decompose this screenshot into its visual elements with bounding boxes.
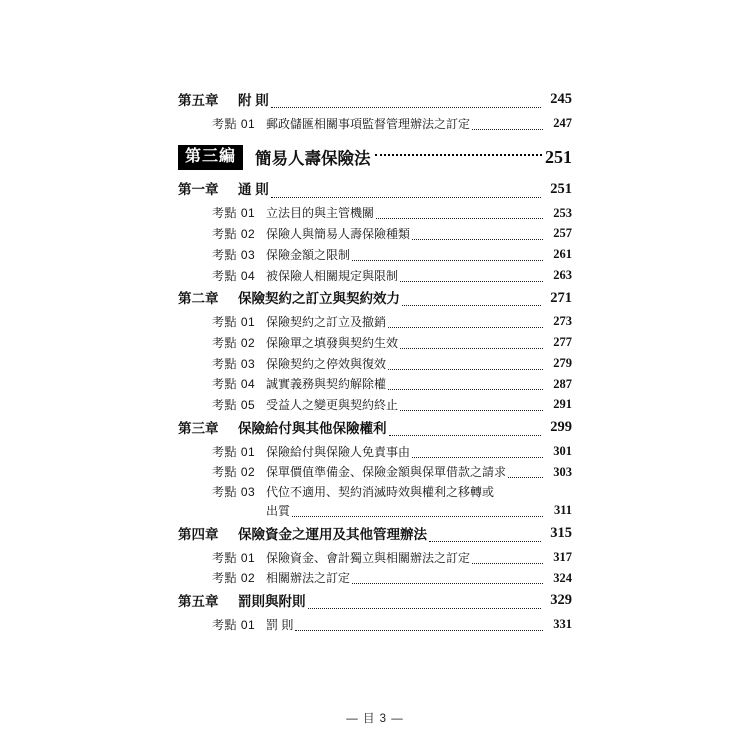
toc-point-row[interactable] xyxy=(178,114,572,133)
toc-point-title: 立法目的與主管機關 xyxy=(266,206,375,221)
toc-leader-dots xyxy=(472,563,543,564)
toc-point-label: 考點 01 xyxy=(212,444,256,459)
toc-page-number: 245 xyxy=(550,91,572,107)
toc-leader-dots xyxy=(292,516,543,517)
toc-leader-dots xyxy=(271,197,541,198)
toc-point-label: 考點 01 xyxy=(212,116,256,131)
toc-leader-dots xyxy=(400,281,543,282)
toc-leader-dots xyxy=(400,410,543,411)
toc-leader-dots xyxy=(388,327,543,328)
toc-chapter-row[interactable] xyxy=(178,89,572,111)
toc-point-row[interactable] xyxy=(178,333,572,352)
toc-leader-dots xyxy=(308,608,542,609)
toc-chapter-label: 第五章 xyxy=(178,92,219,108)
toc-leader-dots xyxy=(402,305,541,306)
toc-point-label: 考點 03 xyxy=(212,247,256,262)
toc-leader-dots xyxy=(375,154,542,156)
toc-chapter-title: 保險給付與其他保險權利 xyxy=(238,420,387,436)
toc-chapter-row[interactable] xyxy=(178,179,572,201)
toc-leader-dots xyxy=(412,239,543,240)
toc-page-number: 329 xyxy=(550,592,572,609)
toc-point-label: 考點 01 xyxy=(212,315,256,330)
toc-point-title: 代位不適用、契約消滅時效與權利之移轉或 xyxy=(266,485,495,500)
toc-leader-dots xyxy=(295,630,543,631)
table-of-contents xyxy=(178,89,572,634)
toc-point-title-continued: 出質 xyxy=(266,504,291,519)
toc-chapter-label: 第二章 xyxy=(178,291,219,307)
toc-point-label: 考點 03 xyxy=(212,485,256,500)
toc-page-number: 301 xyxy=(553,443,572,458)
toc-point-label: 考點 05 xyxy=(212,398,256,413)
toc-point-title: 相關辦法之訂定 xyxy=(266,571,351,586)
toc-part-title: 簡易人壽保險法 xyxy=(255,150,371,169)
toc-leader-dots xyxy=(352,260,543,261)
toc-leader-dots xyxy=(388,369,543,370)
toc-point-title: 保險資金、會計獨立與相關辦法之訂定 xyxy=(266,550,471,565)
toc-leader-dots xyxy=(376,218,543,219)
toc-page-number: 273 xyxy=(553,314,572,329)
toc-chapter-row[interactable] xyxy=(178,523,572,545)
toc-point-row[interactable] xyxy=(178,354,572,373)
toc-part-banner[interactable] xyxy=(178,145,572,170)
toc-chapter-row[interactable] xyxy=(178,288,572,310)
toc-page-number: 317 xyxy=(553,549,572,564)
toc-page-number: 331 xyxy=(553,617,572,632)
toc-chapter-row[interactable] xyxy=(178,417,572,439)
toc-part-label: 第三編 xyxy=(178,145,243,170)
toc-page-number: 324 xyxy=(553,570,572,585)
toc-point-label: 考點 04 xyxy=(212,268,256,283)
toc-point-title: 保險契約之訂立及撤銷 xyxy=(266,315,387,330)
toc-point-title: 罰 則 xyxy=(266,617,294,632)
toc-page-number: 311 xyxy=(553,503,572,518)
toc-point-label: 考點 02 xyxy=(212,465,256,480)
toc-leader-dots xyxy=(389,435,542,436)
toc-leader-dots xyxy=(508,477,543,478)
toc-point-row[interactable] xyxy=(178,204,572,223)
toc-page-number: 299 xyxy=(550,419,572,436)
toc-chapter-row[interactable] xyxy=(178,590,572,612)
toc-chapter-title: 通 則 xyxy=(238,182,269,198)
toc-point-label: 考點 03 xyxy=(212,356,256,371)
toc-page-number: 251 xyxy=(550,180,572,197)
toc-part-page-number: 251 xyxy=(545,146,572,167)
toc-point-row[interactable] xyxy=(178,483,572,520)
toc-point-title: 保險人與簡易人壽保險種類 xyxy=(266,227,411,242)
toc-leader-dots xyxy=(271,107,541,108)
toc-page-number: 253 xyxy=(553,205,572,220)
toc-leader-dots xyxy=(472,129,543,130)
toc-point-row[interactable] xyxy=(178,615,572,634)
toc-chapter-label: 第四章 xyxy=(178,526,219,542)
toc-page-number: 287 xyxy=(553,376,572,391)
toc-point-label: 考點 01 xyxy=(212,206,256,221)
toc-point-title: 保險單之填發與契約生效 xyxy=(266,335,399,350)
toc-chapter-title: 保險契約之訂立與契約效力 xyxy=(238,291,400,307)
toc-page-number: 247 xyxy=(553,115,572,130)
toc-chapter-label: 第一章 xyxy=(178,182,219,198)
toc-page-number: 277 xyxy=(553,335,572,350)
toc-point-title: 保險契約之停效與復效 xyxy=(266,356,387,371)
toc-chapter-label: 第五章 xyxy=(178,593,219,609)
toc-point-row[interactable] xyxy=(178,245,572,264)
toc-chapter-title: 附 則 xyxy=(238,92,269,108)
toc-leader-dots xyxy=(352,583,543,584)
toc-point-row[interactable] xyxy=(178,375,572,394)
toc-point-row[interactable] xyxy=(178,463,572,482)
toc-point-title: 被保險人相關規定與限制 xyxy=(266,268,399,283)
toc-leader-dots xyxy=(388,389,543,390)
toc-point-title: 郵政儲匯相關事項監督管理辦法之訂定 xyxy=(266,116,471,131)
toc-page-number: 261 xyxy=(553,247,572,262)
toc-point-title: 保險給付與保險人免責事由 xyxy=(266,444,411,459)
toc-point-title: 保單價值準備金、保險金額與保單借款之請求 xyxy=(266,465,507,480)
toc-page-number: 291 xyxy=(553,397,572,412)
toc-point-title: 受益人之變更與契約終止 xyxy=(266,398,399,413)
toc-leader-dots xyxy=(429,541,541,542)
toc-point-label: 考點 04 xyxy=(212,377,256,392)
toc-point-label: 考點 01 xyxy=(212,617,256,632)
toc-point-label: 考點 02 xyxy=(212,335,256,350)
toc-page-number: 257 xyxy=(553,226,572,241)
toc-point-row[interactable] xyxy=(178,442,572,461)
toc-point-row[interactable] xyxy=(178,395,572,414)
toc-point-label: 考點 01 xyxy=(212,550,256,565)
toc-point-title: 保險金額之限制 xyxy=(266,247,351,262)
toc-point-title: 誠實義務與契約解除權 xyxy=(266,377,387,392)
toc-chapter-title: 保險資金之運用及其他管理辦法 xyxy=(238,526,427,542)
toc-chapter-title: 罰則與附則 xyxy=(238,593,306,609)
toc-page-number: 271 xyxy=(550,289,572,306)
toc-page-number: 263 xyxy=(553,267,572,282)
toc-leader-dots xyxy=(412,457,543,458)
toc-point-row[interactable] xyxy=(178,548,572,567)
toc-chapter-label: 第三章 xyxy=(178,420,219,436)
toc-leader-dots xyxy=(400,348,543,349)
page-footer: — 目 3 — xyxy=(346,713,404,725)
toc-page-number: 315 xyxy=(550,525,572,542)
toc-point-row[interactable] xyxy=(178,266,572,285)
toc-point-row[interactable] xyxy=(178,569,572,588)
toc-page-number: 303 xyxy=(553,464,572,479)
toc-point-label: 考點 02 xyxy=(212,227,256,242)
toc-point-row[interactable] xyxy=(178,224,572,243)
toc-point-row[interactable] xyxy=(178,312,572,331)
toc-page-number: 279 xyxy=(553,355,572,370)
toc-point-label: 考點 02 xyxy=(212,571,256,586)
